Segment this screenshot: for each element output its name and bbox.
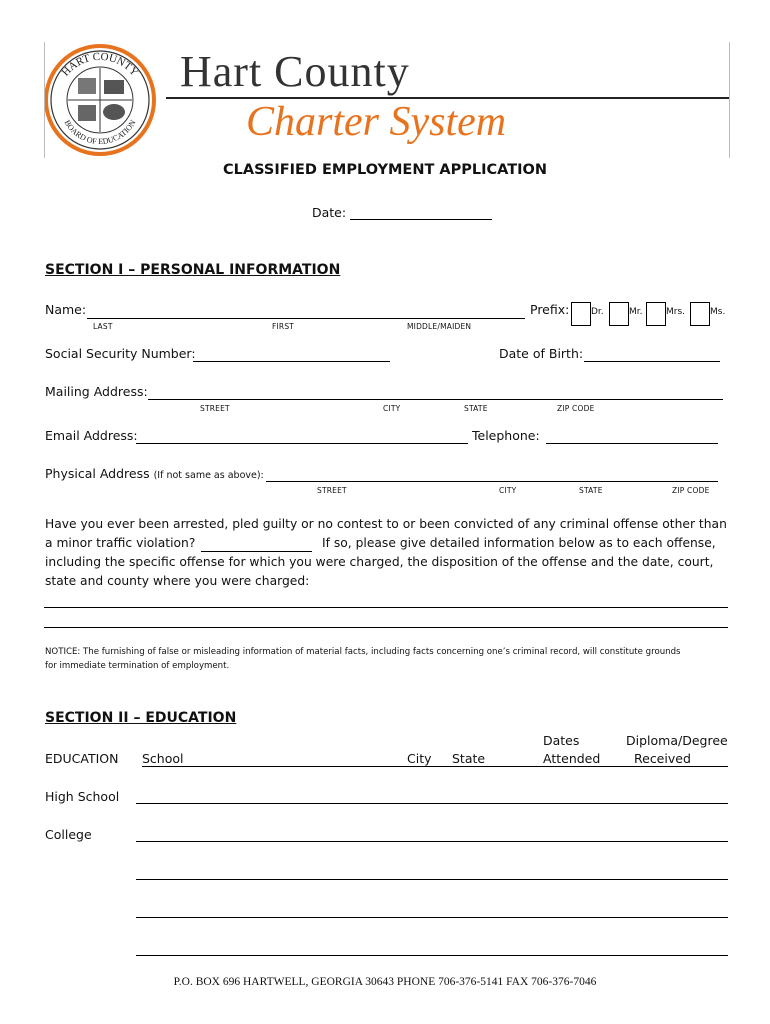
col-school: School [142, 751, 184, 766]
physical-sub-street: STREET [317, 486, 347, 495]
col-diploma-1: Diploma/Degree [626, 733, 728, 748]
prefix-mrs-checkbox[interactable] [646, 302, 666, 326]
mailing-sub-zip: ZIP CODE [557, 404, 595, 413]
prefix-mr-label: Mr. [629, 307, 643, 317]
svg-text:BOARD OF EDUCATION: BOARD OF EDUCATION [62, 118, 138, 147]
prefix-dr-checkbox[interactable] [571, 302, 591, 326]
education-header-rule [142, 766, 728, 767]
notice-line1: NOTICE: The furnishing of false or misleading information of material facts, including facts concerning one’s criminal record, will constitute grounds [45, 647, 681, 657]
ssn-field[interactable] [193, 361, 390, 362]
header-edge-left [44, 42, 45, 158]
seal-lettering [44, 42, 156, 158]
col-city: City [407, 751, 432, 766]
criminal-line2b: If so, please give detailed information below as to each offense, [322, 536, 716, 550]
college-field-2[interactable] [136, 879, 728, 880]
criminal-detail-line-1[interactable] [44, 607, 728, 608]
mailing-field[interactable] [148, 399, 723, 400]
telephone-label: Telephone: [472, 428, 540, 443]
logo-line2: Charter System [246, 99, 507, 145]
name-sub-first: FIRST [272, 322, 295, 331]
dob-field[interactable] [584, 361, 720, 362]
svg-text:HART COUNTY: HART COUNTY [59, 50, 141, 79]
prefix-label: Prefix: [530, 302, 570, 317]
logo-line1: Hart County [180, 47, 410, 96]
physical-label [45, 466, 264, 481]
name-sub-last: LAST [93, 322, 113, 331]
prefix-ms-checkbox[interactable] [690, 302, 710, 326]
ssn-label: Social Security Number: [45, 346, 196, 361]
dob-label: Date of Birth: [499, 346, 584, 361]
criminal-answer-field[interactable] [201, 551, 312, 552]
col-state: State [452, 751, 486, 766]
prefix-ms-label: Ms. [710, 307, 726, 317]
prefix-mr-checkbox[interactable] [609, 302, 629, 326]
physical-field[interactable] [266, 481, 718, 482]
header-edge [729, 42, 730, 158]
college-field-1[interactable] [136, 841, 728, 842]
prefix-dr-label: Dr. [591, 307, 604, 317]
criminal-line1: Have you ever been arrested, pled guilty or no contest to or been convicted of any criminal offense other than [45, 517, 727, 531]
criminal-line3: including the specific offense for which you were charged, the disposition of the offense and the date, court, [45, 555, 714, 569]
row-college: College [45, 827, 92, 842]
notice-line2: for immediate termination of employment. [45, 661, 230, 671]
email-label: Email Address: [45, 428, 138, 443]
row-high-school: High School [45, 789, 120, 804]
mailing-sub-city: CITY [383, 404, 401, 413]
physical-label-text: Physical Address [45, 466, 150, 481]
footer-address: P.O. BOX 696 HARTWELL, GEORGIA 30643 PHONE 706-376-5141 FAX 706-376-7046 [173, 976, 597, 988]
name-sub-middle: MIDDLE/MAIDEN [407, 322, 472, 331]
college-field-3[interactable] [136, 917, 728, 918]
date-field[interactable] [350, 219, 492, 220]
criminal-detail-line-2[interactable] [44, 627, 728, 628]
physical-sub-zip: ZIP CODE [672, 486, 710, 495]
physical-sub-city: CITY [499, 486, 517, 495]
physical-sub-state: STATE [579, 486, 603, 495]
col-diploma-2: Received [634, 751, 691, 766]
section2-title: SECTION II – EDUCATION [45, 710, 237, 726]
criminal-line2a: a minor traffic violation? [45, 536, 196, 550]
high-school-field[interactable] [136, 803, 728, 804]
telephone-field[interactable] [546, 443, 718, 444]
prefix-mrs-label: Mrs. [666, 307, 686, 317]
mailing-sub-street: STREET [200, 404, 230, 413]
name-label: Name: [45, 302, 87, 317]
col-education: EDUCATION [45, 751, 119, 766]
section1-title: SECTION I – PERSONAL INFORMATION [45, 262, 341, 278]
college-field-4[interactable] [136, 955, 728, 956]
physical-note: (If not same as above): [153, 470, 264, 481]
col-dates-1: Dates [543, 733, 580, 748]
mailing-sub-state: STATE [464, 404, 488, 413]
date-label: Date: [312, 205, 347, 220]
email-field[interactable] [136, 443, 468, 444]
mailing-label: Mailing Address: [45, 384, 148, 399]
form-title: CLASSIFIED EMPLOYMENT APPLICATION [222, 162, 548, 178]
name-field[interactable] [87, 318, 525, 319]
col-dates-2: Attended [543, 751, 601, 766]
criminal-line4: state and county where you were charged: [45, 574, 310, 588]
